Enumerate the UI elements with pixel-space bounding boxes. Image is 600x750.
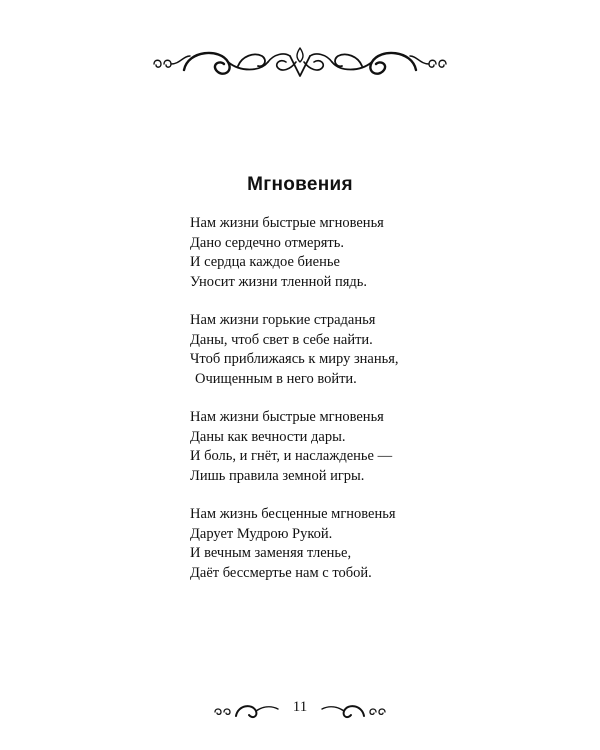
poem-line: Нам жизни быстрые мгновенья (190, 215, 384, 231)
poem-line: Нам жизнь бесценные мгновенья (190, 506, 396, 522)
poem-line: Чтоб приближаясь к миру знанья, (190, 351, 399, 367)
poem-line: Даёт бессмертье нам с тобой. (190, 564, 372, 581)
footer-flourish-right-ornament (318, 699, 388, 721)
poem-line: И сердца каждое биенье (190, 254, 340, 270)
poem-line: Дарует Мудрою Рукой. (190, 525, 333, 542)
poem-line: И боль, и гнёт, и наслажденье — (190, 448, 393, 464)
poem-line: Дано сердечно отмерять. (190, 234, 344, 251)
stanza-1 (190, 214, 490, 292)
poem-line: Нам жизни горькие страданья (190, 312, 376, 328)
stanza-3 (190, 408, 490, 486)
poem-line: Нам жизни быстрые мгновенья (190, 409, 384, 425)
poem-line: Очищенным в него войти. (195, 370, 357, 387)
page-number: 11 (292, 699, 308, 715)
stanza-2 (190, 311, 490, 389)
footer-flourish-left-ornament (212, 699, 282, 721)
poem-line: Даны как вечности дары. (190, 428, 346, 445)
stanza-4 (190, 505, 490, 583)
poem-body (190, 214, 490, 602)
poem-title: Мгновения (247, 174, 353, 195)
top-flourish-ornament (150, 42, 450, 82)
poem-line: Даны, чтоб свет в себе найти. (190, 331, 373, 348)
poem-line: Уносит жизни тленной пядь. (190, 273, 368, 290)
poem-line: Лишь правила земной игры. (190, 467, 365, 484)
page-footer (0, 695, 600, 725)
poem-line: И вечным заменяя тленье, (190, 545, 352, 561)
